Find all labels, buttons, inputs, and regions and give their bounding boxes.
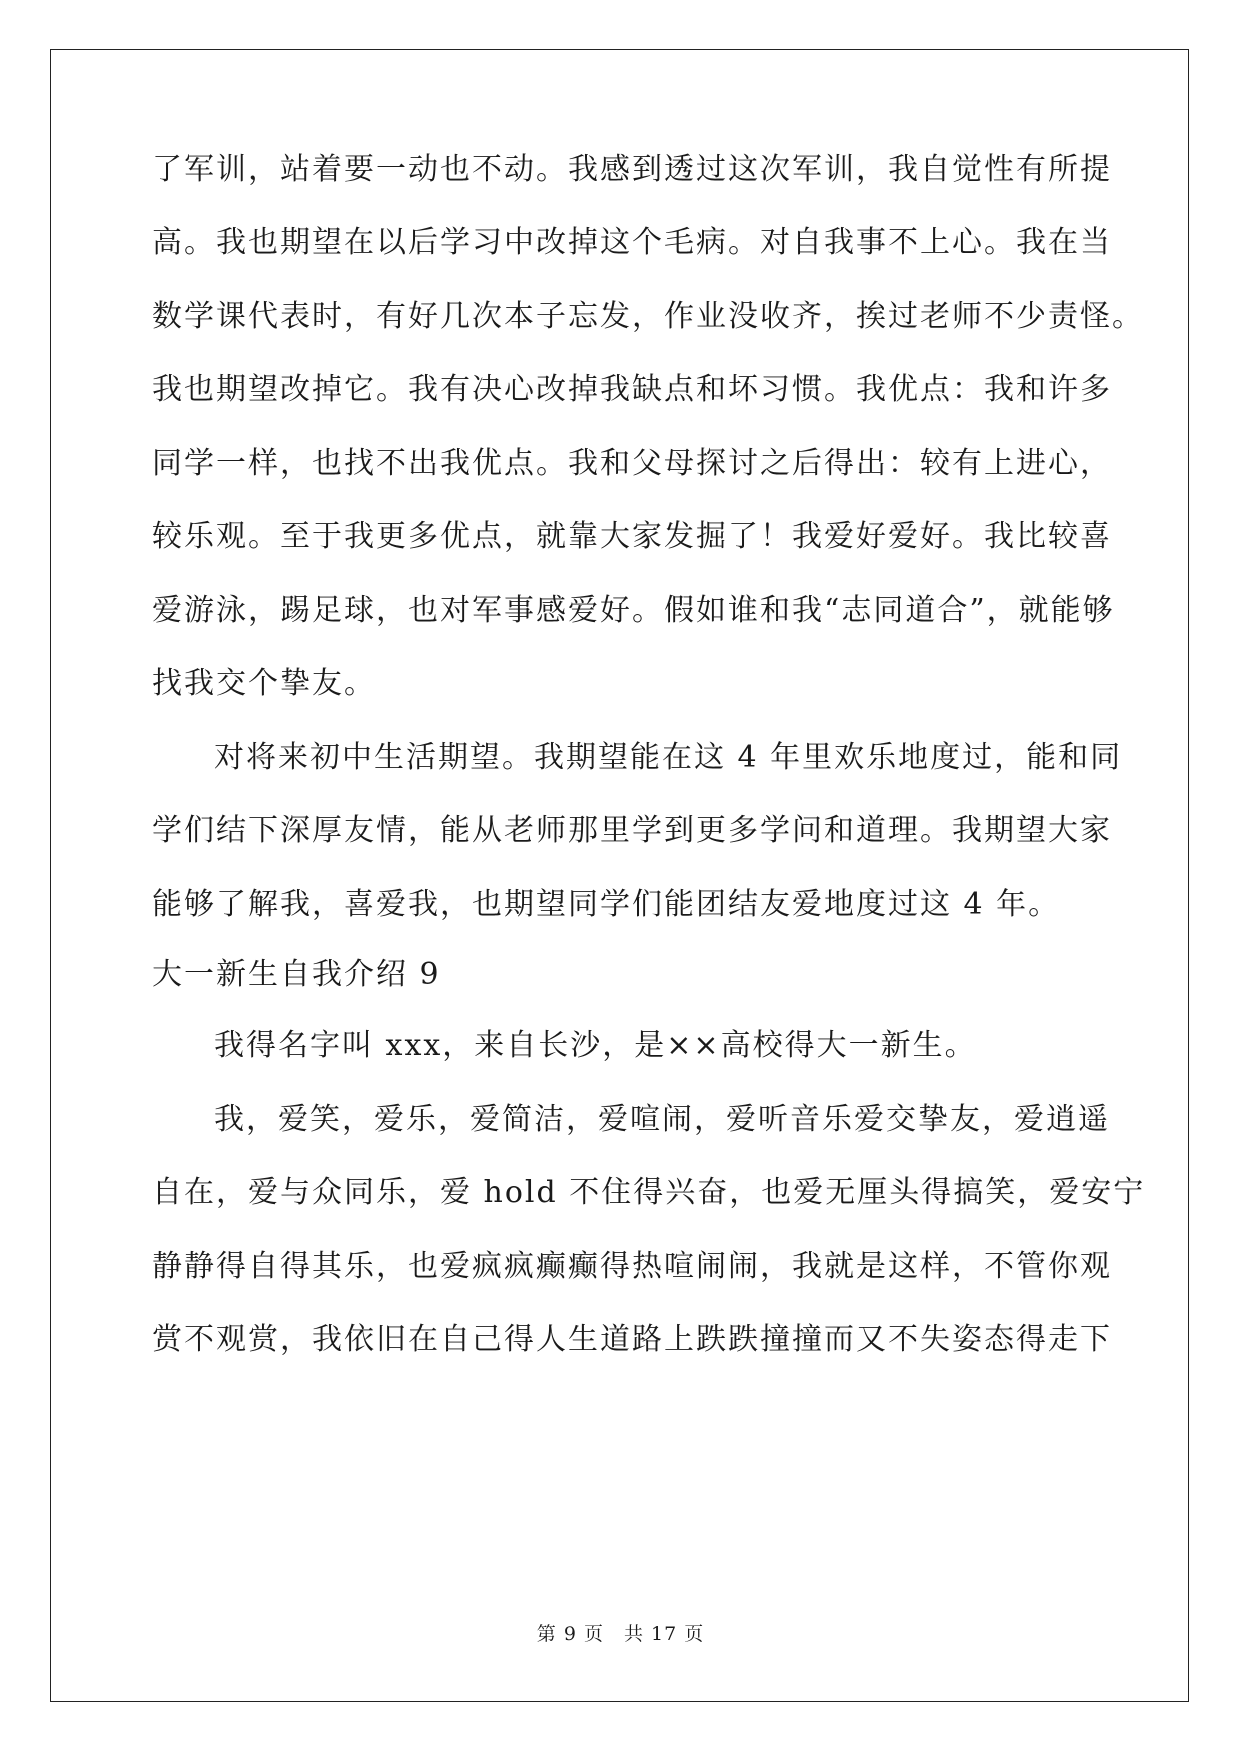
- page-total: 共 17 页: [623, 1623, 705, 1645]
- body-line: 自在，爱与众同乐，爱 hold 不住得兴奋，也爱无厘头得搞笑，爱安宁: [152, 1175, 1146, 1210]
- body-line: 我，爱笑，爱乐，爱简洁，爱喧闹，爱听音乐爱交挚友，爱逍遥: [214, 1102, 1110, 1137]
- body-line: 同学一样，也找不出我优点。我和父母探讨之后得出：较有上进心，: [152, 446, 1112, 481]
- page-number: 第 9 页: [536, 1623, 604, 1645]
- section-heading: 大一新生自我介绍 9: [152, 957, 441, 992]
- page-footer: [0, 1622, 1241, 1646]
- body-line: 静静得自得其乐，也爱疯疯癫癫得热喧闹闹，我就是这样，不管你观: [152, 1249, 1112, 1284]
- body-line: 我得名字叫 xxx，来自长沙，是××高校得大一新生。: [214, 1028, 977, 1063]
- body-line: 了军训，站着要一动也不动。我感到透过这次军训，我自觉性有所提: [152, 152, 1112, 187]
- body-line: 对将来初中生活期望。我期望能在这 4 年里欢乐地度过，能和同: [214, 740, 1123, 775]
- body-line: 爱游泳，踢足球，也对军事感爱好。假如谁和我“志同道合”，就能够: [152, 593, 1115, 628]
- body-line: 我也期望改掉它。我有决心改掉我缺点和坏习惯。我优点：我和许多: [152, 372, 1112, 407]
- body-line: 能够了解我，喜爱我，也期望同学们能团结友爱地度过这 4 年。: [152, 887, 1061, 922]
- body-line: 赏不观赏，我依旧在自己得人生道路上跌跌撞撞而又不失姿态得走下: [152, 1322, 1112, 1357]
- body-line: 找我交个挚友。: [152, 666, 376, 701]
- body-line: 较乐观。至于我更多优点，就靠大家发掘了！我爱好爱好。我比较喜: [152, 519, 1112, 554]
- body-line: 学们结下深厚友情，能从老师那里学到更多学问和道理。我期望大家: [152, 813, 1112, 848]
- body-line: 高。我也期望在以后学习中改掉这个毛病。对自我事不上心。我在当: [152, 225, 1112, 260]
- body-line: 数学课代表时，有好几次本子忘发，作业没收齐，挨过老师不少责怪。: [152, 299, 1144, 334]
